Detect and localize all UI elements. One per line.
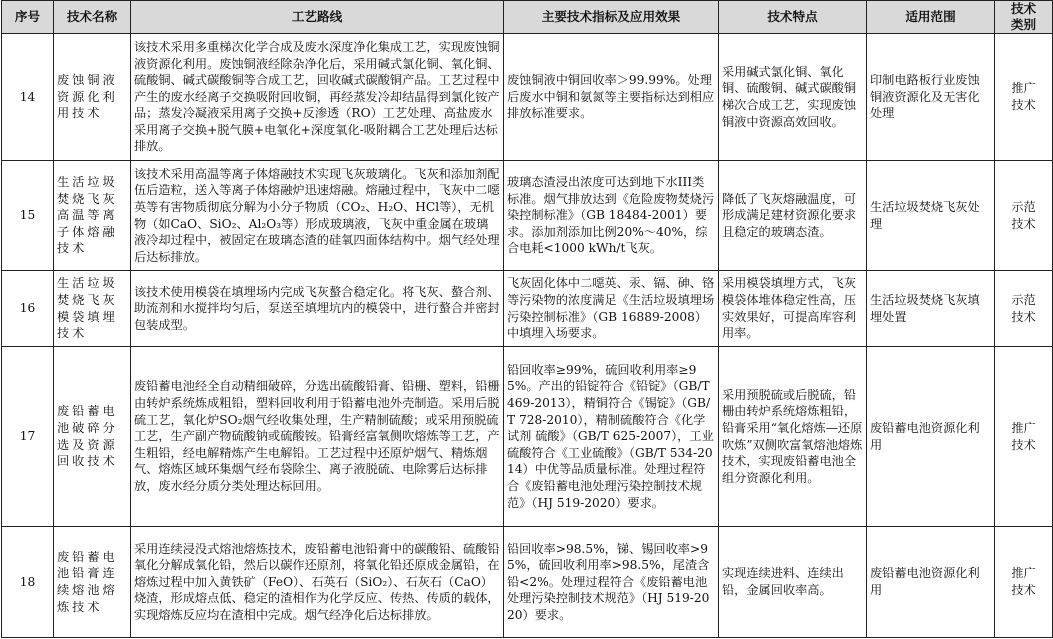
- header-scope: 适用范围: [867, 1, 995, 34]
- row-metrics: 废蚀铜液中铜回收率＞99.99%。处理后废水中铜和氨氮等主要指标达到相应排放标准要求。: [504, 34, 719, 161]
- row-category: 示范技术: [995, 161, 1053, 271]
- row-scope: 生活垃圾焚烧飞灰处理: [867, 161, 995, 271]
- row-no: 17: [2, 347, 54, 527]
- row-category: 推广技术: [995, 347, 1053, 527]
- table-row: [2, 271, 1053, 347]
- row-metrics: 飞灰固化体中二噁英、汞、镉、砷、铬等污染物的浓度满足《生活垃圾填埋场污染控制标准》（GB 16889-2008）中填埋入场要求。: [504, 271, 719, 347]
- table-row: [2, 34, 1053, 161]
- row-features: 采用模袋填埋方式，飞灰模袋体堆体稳定性高，压实效果好，可提高库容利用率。: [719, 271, 867, 347]
- row-no: 16: [2, 271, 54, 347]
- row-route: 该技术采用高温等离子体熔融技术实现飞灰玻璃化。飞灰和添加剂配伍后造粒，送入等离子体熔融炉迅速熔融。熔融过程中，飞灰中二噁英等有害物质彻底分解为小分子物质（CO₂、H₂O、HCl等），无机物（如CaO、SiO₂、Al₂O₃等）形成玻璃液，飞灰中重金属在玻璃液冷却过程中，被固定在玻璃态渣的硅氧四面体结构中。烟气经处理后达标排放。: [131, 161, 504, 271]
- row-category: 推广技术: [995, 34, 1053, 161]
- row-features: 采用预脱硫或后脱硫，铅栅由转炉系统熔炼粗铅，铅膏采用“氧化熔炼—还原吹炼”双侧吹富氧熔池熔炼技术，实现废铅蓄电池全组分资源化利用。: [719, 347, 867, 527]
- header-name: 技术名称: [54, 1, 131, 34]
- row-name: 废铅蓄电池破碎分选及资源回收技术: [54, 347, 131, 527]
- row-features: 采用碱式氯化铜、氧化铜、硫酸铜、碱式碳酸铜梯次合成工艺，实现废蚀铜液中资源高效回收。: [719, 34, 867, 161]
- row-name: 生活垃圾焚烧飞灰模袋填埋技术: [54, 271, 131, 347]
- row-name: 废铅蓄电池铅膏连续熔池熔炼技术: [54, 527, 131, 638]
- row-scope: 生活垃圾焚烧飞灰填埋处置: [867, 271, 995, 347]
- header-route: 工艺路线: [131, 1, 504, 34]
- row-route: 该技术采用多重梯次化学合成及废水深度净化集成工艺，实现废蚀铜液资源化利用。废蚀铜液经除杂净化后，采用碱式氯化铜、氧化铜、硫酸铜、碱式碳酸铜等合成工艺，回收碱式碳酸铜产品。工艺过程中产生的废水经离子交换吸附回收铜，再经蒸发冷却结晶得到氯化铵产品；蒸发冷凝液采用离子交换+反渗透（RO）工艺处理、高盐废水采用离子交换+脱气膜+电氧化+深度氧化-吸附耦合工艺处理后达标排放。: [131, 34, 504, 161]
- header-features: 技术特点: [719, 1, 867, 34]
- header-category: 技术类别: [995, 1, 1053, 34]
- row-no: 18: [2, 527, 54, 638]
- row-scope: 废铅蓄电池资源化利用: [867, 527, 995, 638]
- row-scope: 废铅蓄电池资源化利用: [867, 347, 995, 527]
- table-row: [2, 161, 1053, 271]
- row-category: 推广技术: [995, 527, 1053, 638]
- row-no: 14: [2, 34, 54, 161]
- row-route: 该技术使用模袋在填埋场内完成飞灰螯合稳定化。将飞灰、螯合剂、助流剂和水搅拌均匀后，泵送至填埋坑内的模袋中，进行螯合并密封包装成型。: [131, 271, 504, 347]
- row-features: 降低了飞灰熔融温度，可形成满足建材资源化要求且稳定的玻璃态渣。: [719, 161, 867, 271]
- row-name: 生活垃圾焚烧飞灰高温等离子体熔融技术: [54, 161, 131, 271]
- header-no: 序号: [2, 1, 54, 34]
- row-metrics: 铅回收率≥99%，硫回收利用率≥95%。产出的铅锭符合《铅锭》（GB/T 469-2013），精铜符合《锡锭》（GB/T 728-2010），精制硫酸符合《化学试剂 硫酸》（GB/T 625-2007），工业硫酸符合《工业硫酸》（GB/T 534-2014）中优等品质量标准。处理过程符合《废铅蓄电池处理污染控制技术规范》（HJ 519-2020）要求。: [504, 347, 719, 527]
- table-header-row: [2, 1, 1053, 34]
- row-route: 废铅蓄电池经全自动精细破碎，分选出硫酸铅膏、铅栅、塑料，铅栅由转炉系统炼成粗铅，塑料回收利用于铅蓄电池外壳制造。采用后脱硫工艺，氧化炉SO₂烟气经收集处理，生产精制硫酸；或采用预脱硫工艺，生产副产物硫酸钠或硫酸铵。铅膏经富氧侧吹熔炼等工艺，产生粗铅，经电解精炼产生电解铅。工艺过程中还原炉烟气、精炼烟气、熔炼区域环集烟气经布袋除尘、离子液脱硫、电除雾后达标排放，废水经分质分类处理达标回用。: [131, 347, 504, 527]
- row-route: 采用连续浸没式熔池熔炼技术，废铅蓄电池铅膏中的碳酸铅、硫酸铅氧化分解成氧化铅，然后以碳作还原剂，将氧化铅还原成金属铅，在熔炼过程中加入黄铁矿（FeO）、石英石（SiO₂）、石灰石（CaO）烧渣，形成熔点低、稳定的渣相作为化学反应、传热、传质的载体，实现熔炼反应均在渣相中完成。烟气经净化后达标排放。: [131, 527, 504, 638]
- row-metrics: 玻璃态渣浸出浓度可达到地下水III类标准。烟气排放达到《危险废物焚烧污染控制标准》（GB 18484-2001）要求。添加剂添加比例20%～40%，综合电耗<1000 kWh/t飞灰。: [504, 161, 719, 271]
- row-features: 实现连续进料、连续出铅，金属回收率高。: [719, 527, 867, 638]
- row-scope: 印制电路板行业废蚀铜液资源化及无害化处理: [867, 34, 995, 161]
- row-no: 15: [2, 161, 54, 271]
- row-metrics: 铅回收率>98.5%，锑、锡回收率>95%，硫回收利用率>98.5%，尾渣含铅<2%。处理过程符合《废铅蓄电池处理污染控制技术规范》（HJ 519-2020）要求。: [504, 527, 719, 638]
- table-row: [2, 527, 1053, 638]
- header-metrics: 主要技术指标及应用效果: [504, 1, 719, 34]
- table-row: [2, 347, 1053, 527]
- technology-table: [1, 0, 1053, 638]
- row-name: 废蚀铜液资源化利用技术: [54, 34, 131, 161]
- row-category: 示范技术: [995, 271, 1053, 347]
